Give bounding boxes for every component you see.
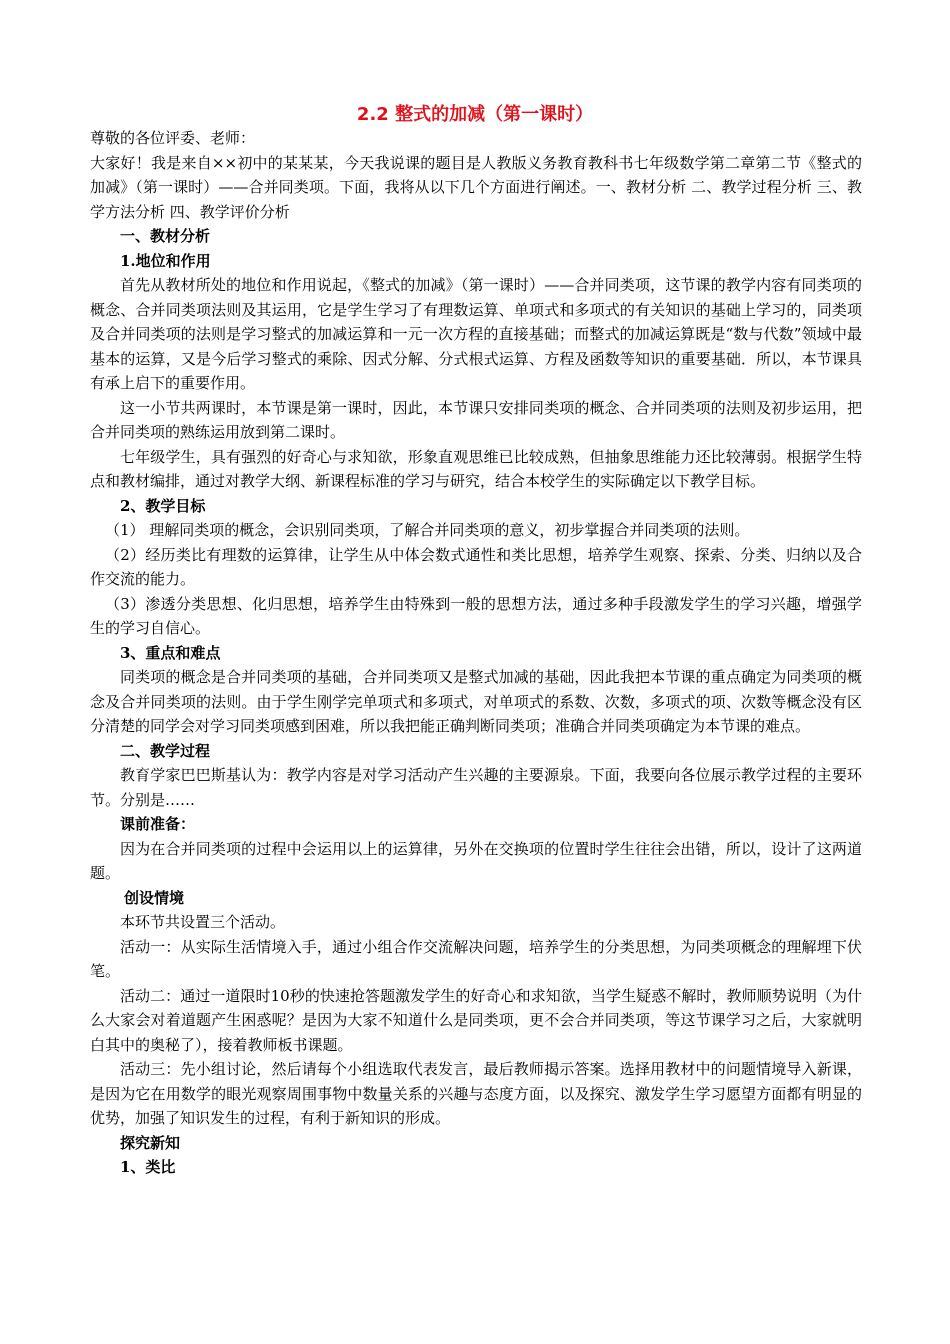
section-heading-teaching-process: 二、教学过程 <box>120 741 211 760</box>
paragraph-position-role: 首先从教材所处的地位和作用说起，《整式的加减》（第一课时）——合并同类项，这节课的教学内容有同类项的概念、合并同类项法则及其运用，它是学生学习了有理数运算、单项式和多项式的有关知识的基础上学习的，同类项及合并同类项的法则是学习整式的加减运算和一元一次方程的直接基础；而整式的加减运算既是“数与代数”领域中最基本的运算，又是今后学习整式的乘除、因式分解、分式根式运算、方程及函数等知识的重要基础．所以，本节课具有承上启下的重要作用。 <box>90 276 862 392</box>
goal-item: （2）经历类比有理数的运算律，让学生从中体会数式通性和类比思想，培养学生观察、探索、分类、归纳以及合作交流的能力。 <box>90 545 862 588</box>
subheading-scenario: 创设情境 <box>124 888 185 907</box>
activity-item: 活动二：通过一道限时10秒的快速抢答题激发学生的好奇心和求知欲，当学生疑惑不解时，教师顺势说明（为什么大家会对着道题产生困惑呢？是因为大家不知道什么是同类项，更不会合并同类项，等这节课学习之后，大家就明白其中的奥秘了），接着教师板书课题。 <box>90 986 862 1054</box>
subheading-analogy: 1、类比 <box>120 1158 176 1176</box>
goal-item: （1） 理解同类项的概念，会识别同类项，了解合并同类项的意义，初步掌握合并同类项的法则。 <box>105 521 750 539</box>
paragraph-preparation: 因为在合并同类项的过程中会运用以上的运算律，另外在交换项的位置时学生往往会出错，所以，设计了这两道题。 <box>90 839 862 882</box>
paragraph-student-traits: 七年级学生，具有强烈的好奇心与求知欲，形象直观思维已比较成熟，但抽象思维能力还比较薄弱。根据学生特点和教材编排，通过对教学大纲、新课程标准的学习与研究，结合本校学生的实际确定以下教学目标。 <box>90 447 862 490</box>
section-heading-textbook-analysis: 一、教材分析 <box>120 227 211 245</box>
paragraph-lesson-plan: 这一小节共两课时，本节课是第一课时，因此，本节课只安排同类项的概念、合并同类项的法则及初步运用，把合并同类项的熟练运用放到第二课时。 <box>90 398 862 441</box>
page-title: 2.2 整式的加减（第一课时） <box>356 104 594 125</box>
subheading-position-role: 1.地位和作用 <box>120 251 211 270</box>
paragraph-scenario: 本环节共设置三个活动。 <box>120 913 286 931</box>
greeting: 尊敬的各位评委、老师： <box>90 129 256 147</box>
document-body <box>90 126 862 1180</box>
subheading-key-difficult-points: 3、重点和难点 <box>120 643 221 662</box>
subheading-explore: 探究新知 <box>120 1133 181 1152</box>
subheading-teaching-goals: 2、教学目标 <box>120 496 206 515</box>
activity-item: 活动一：从实际生活情境入手，通过小组合作交流解决问题，培养学生的分类思想，为同类项概念的理解埋下伏笔。 <box>90 937 862 980</box>
intro-paragraph: 大家好！我是来自××初中的某某某，今天我说课的题目是人教版义务教育教科书七年级数学第二章第二节《整式的加减》（第一课时）——合并同类项。下面，我将从以下几个方面进行阐述。一、教材分析 二、教学过程分析 三、教学方法分析 四、教学评价分析 <box>90 153 862 221</box>
paragraph-key-difficult-points: 同类项的概念是合并同类项的基础，合并同类项又是整式加减的基础，因此我把本节课的重点确定为同类项的概念及合并同类项的法则。由于学生刚学完单项式和多项式，对单项式的系数、次数，多项式的项、次数等概念没有区分清楚的同学会对学习同类项感到困难，所以我把能正确判断同类项；准确合并同类项确定为本节课的难点。 <box>90 668 862 735</box>
paragraph-teaching-process: 教育学家巴巴斯基认为：教学内容是对学习活动产生兴趣的主要源泉。下面，我要向各位展示教学过程的主要环节。分别是…… <box>90 766 862 809</box>
activity-item: 活动三：先小组讨论，然后请每个小组选取代表发言，最后教师揭示答案。选择用教材中的问题情境导入新课，是因为它在用数学的眼光观察周围事物中数量关系的兴趣与态度方面，以及探究、激发学生学习愿望方面都有明显的优势，加强了知识发生的过程，有利于新知识的形成。 <box>90 1060 862 1127</box>
subheading-preparation: 课前准备： <box>120 815 196 833</box>
goal-item: （3）渗透分类思想、化归思想，培养学生由特殊到一般的思想方法，通过多种手段激发学生的学习兴趣，增强学生的学习自信心。 <box>90 594 862 637</box>
